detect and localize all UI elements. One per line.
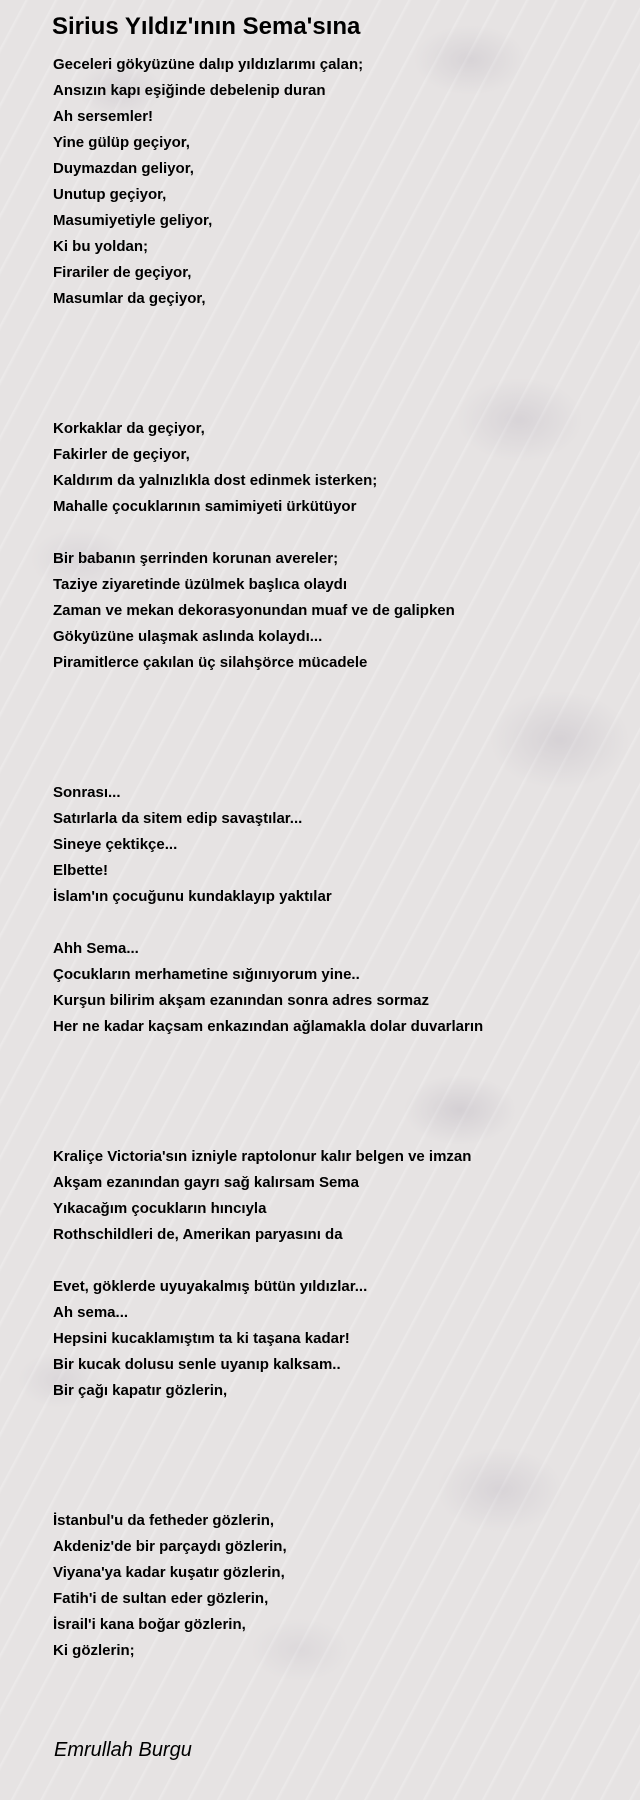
poem-title: Sirius Yıldız'ının Sema'sına [52, 13, 361, 40]
stanza-gap [53, 1040, 623, 1144]
poem-line: Piramitlerce çakılan üç silahşörce mücadele [53, 654, 368, 671]
poem-line: Ansızın kapı eşiğinde debelenip duran [53, 82, 326, 99]
stanza-gap [53, 1248, 623, 1274]
poem-line: Evet, göklerde uyuyakalmış bütün yıldızlar... [53, 1278, 368, 1295]
poem-line: Satırlarla da sitem edip savaştılar... [53, 810, 303, 827]
stanza-4 [53, 780, 623, 910]
poem-line: Ki bu yoldan; [53, 238, 148, 255]
poem-line: Ki gözlerin; [53, 1642, 135, 1659]
poem-line: Sonrası... [53, 784, 121, 801]
poem-line: Bir çağı kapatır gözlerin, [53, 1382, 228, 1399]
poem-line: Ah sersemler! [53, 108, 154, 125]
poem-line: Rothschildleri de, Amerikan paryasını da [53, 1226, 343, 1243]
stanza-gap [53, 676, 623, 780]
poem-line: Kaldırım da yalnızlıkla dost edinmek isterken; [53, 472, 378, 489]
stanza-3 [53, 546, 623, 676]
poem-line: Taziye ziyaretinde üzülmek başlıca olaydı [53, 576, 348, 593]
poem-line: Elbette! [53, 862, 109, 879]
poem-line: Geceleri gökyüzüne dalıp yıldızlarımı çalan; [53, 56, 364, 73]
poem-line: İslam'ın çocuğunu kundaklayıp yaktılar [53, 888, 332, 905]
poem-line: Zaman ve mekan dekorasyonundan muaf ve de galipken [53, 602, 455, 619]
poem-line: Yine gülüp geçiyor, [53, 134, 190, 151]
stanza-8 [53, 1508, 623, 1664]
poem-body [53, 52, 623, 1664]
stanza-1 [53, 52, 623, 312]
poem-line: Akdeniz'de bir parçaydı gözlerin, [53, 1538, 287, 1555]
poem-line: Fakirler de geçiyor, [53, 446, 190, 463]
poem-line: Çocukların merhametine sığınıyorum yine.. [53, 966, 360, 983]
poem-line: Bir kucak dolusu senle uyanıp kalksam.. [53, 1356, 341, 1373]
poem-line: Ah sema... [53, 1304, 129, 1321]
poem-line: İstanbul'u da fetheder gözlerin, [53, 1512, 275, 1529]
stanza-5 [53, 936, 623, 1040]
poem-line: Mahalle çocuklarının samimiyeti ürkütüyor [53, 498, 357, 515]
stanza-7 [53, 1274, 623, 1404]
poem-line: Yıkacağım çocukların hıncıyla [53, 1200, 267, 1217]
poem-line: Masumlar da geçiyor, [53, 290, 206, 307]
stanza-6 [53, 1144, 623, 1248]
poem-line: Hepsini kucaklamıştım ta ki taşana kadar! [53, 1330, 350, 1347]
stanza-gap [53, 1404, 623, 1508]
poem-line: Duymazdan geliyor, [53, 160, 194, 177]
stanza-gap [53, 520, 623, 546]
poem-line: Unutup geçiyor, [53, 186, 167, 203]
poem-line: Viyana'ya kadar kuşatır gözlerin, [53, 1564, 285, 1581]
poem-line: Gökyüzüne ulaşmak aslında kolaydı... [53, 628, 323, 645]
poem-line: Her ne kadar kaçsam enkazından ağlamakla dolar duvarların [53, 1018, 484, 1035]
poem-line: Bir babanın şerrinden korunan avereler; [53, 550, 339, 567]
stanza-gap [53, 910, 623, 936]
poem-line: Korkaklar da geçiyor, [53, 420, 205, 437]
poem-line: Fatih'i de sultan eder gözlerin, [53, 1590, 269, 1607]
poem-line: Akşam ezanından gayrı sağ kalırsam Sema [53, 1174, 359, 1191]
author-signature: Emrullah Burgu [54, 1739, 192, 1761]
poem-line: Kurşun bilirim akşam ezanından sonra adres sormaz [53, 992, 429, 1009]
stanza-gap [53, 312, 623, 416]
poem-line: Masumiyetiyle geliyor, [53, 212, 213, 229]
poem-line: Firariler de geçiyor, [53, 264, 192, 281]
poem-line: Sineye çektikçe... [53, 836, 178, 853]
poem-line: Kraliçe Victoria'sın izniyle raptolonur kalır belgen ve imzan [53, 1148, 472, 1165]
stanza-2 [53, 416, 623, 520]
poem-line: İsrail'i kana boğar gözlerin, [53, 1616, 246, 1633]
poem-line: Ahh Sema... [53, 940, 139, 957]
